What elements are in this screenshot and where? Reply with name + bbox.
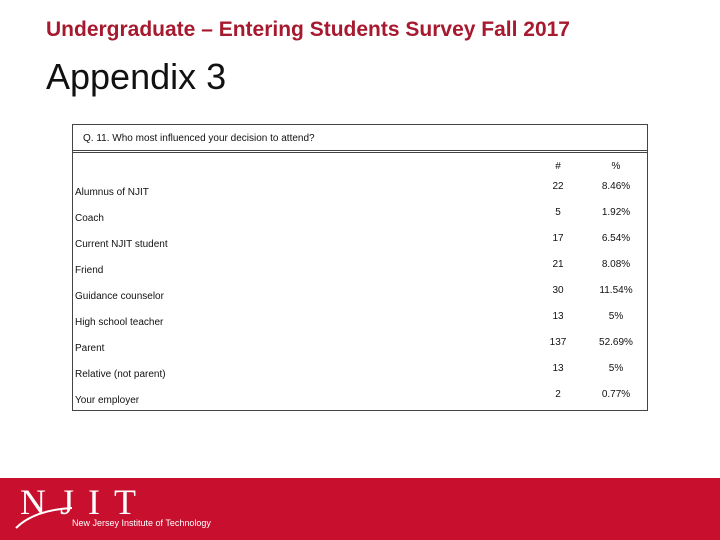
column-header-count: # <box>555 161 561 172</box>
row-label-friend: Friend <box>75 265 104 276</box>
row-label-employer: Your employer <box>75 395 140 406</box>
survey-table <box>72 124 648 411</box>
row-pct-guidance-counselor: 11.54% <box>599 285 633 296</box>
footer-bar <box>0 478 720 540</box>
question-text: Q. 11. Who most influenced your decision to attend? <box>83 133 315 144</box>
header-title: Undergraduate – Entering Students Survey Fall 2017 <box>46 18 570 41</box>
row-label-guidance-counselor: Guidance counselor <box>75 291 164 302</box>
logo-text: NJIT <box>20 482 150 522</box>
row-count-relative: 13 <box>552 363 564 374</box>
row-count-guidance-counselor: 30 <box>552 285 564 296</box>
row-count-parent: 137 <box>549 337 567 348</box>
row-label-high-school-teacher: High school teacher <box>75 317 164 328</box>
row-pct-parent: 52.69% <box>599 337 633 348</box>
row-count-employer: 2 <box>555 389 561 400</box>
table-divider-2 <box>73 152 647 153</box>
logo-swoosh-icon <box>14 506 74 530</box>
row-label-alumnus: Alumnus of NJIT <box>75 187 149 198</box>
row-pct-alumnus: 8.46% <box>601 181 631 192</box>
row-label-parent: Parent <box>75 343 105 354</box>
row-pct-relative: 5% <box>608 363 624 374</box>
row-count-coach: 5 <box>555 207 561 218</box>
row-label-current-student: Current NJIT student <box>75 239 168 250</box>
logo-subtitle: New Jersey Institute of Technology <box>72 518 211 528</box>
row-pct-friend: 8.08% <box>601 259 631 270</box>
row-count-high-school-teacher: 13 <box>552 311 564 322</box>
row-pct-current-student: 6.54% <box>601 233 631 244</box>
row-label-relative: Relative (not parent) <box>75 369 166 380</box>
row-pct-employer: 0.77% <box>601 389 631 400</box>
row-count-friend: 21 <box>552 259 564 270</box>
page-title: Appendix 3 <box>46 56 227 97</box>
column-header-percent: % <box>611 161 621 172</box>
row-pct-coach: 1.92% <box>601 207 631 218</box>
row-pct-high-school-teacher: 5% <box>608 311 624 322</box>
row-count-current-student: 17 <box>552 233 564 244</box>
table-divider <box>73 150 647 151</box>
row-count-alumnus: 22 <box>552 181 564 192</box>
row-label-coach: Coach <box>75 213 104 224</box>
